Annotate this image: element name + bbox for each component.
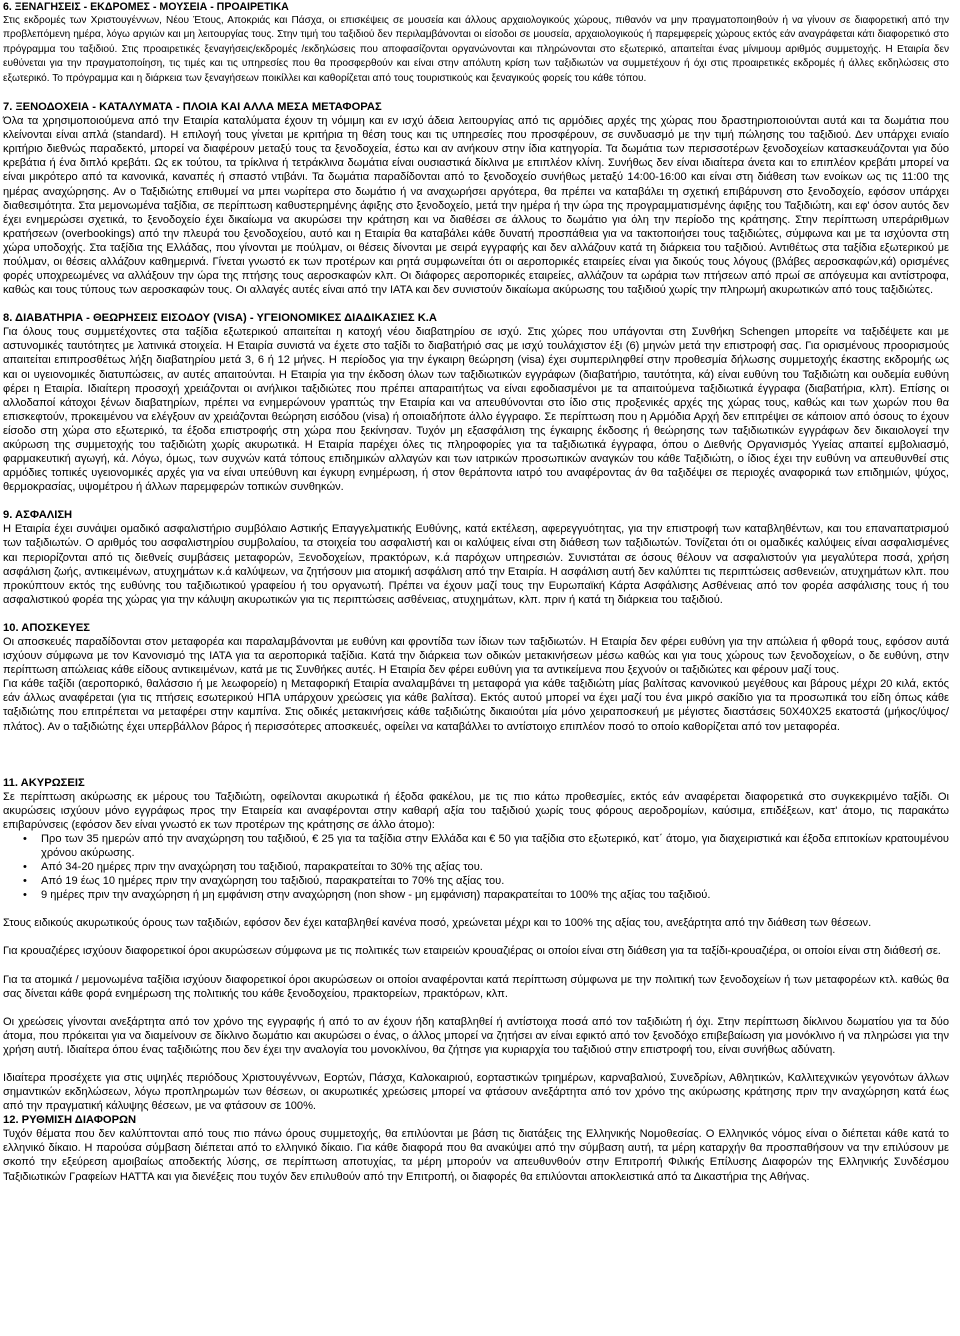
section-11-paragraph: Για κρουαζιέρες ισχύουν διαφορετικοί όροι ακυρώσεων σύμφωνα με τις πολιτικές των εταιρειών κρουαζιέρας οι οποίοι είναι στη διάθεση για τα ταξίδι-κρουαζιέρα, οι οποίοι είναι στη διάθεσή σε. [3,945,941,958]
list-item [23,832,949,860]
list-item-text: Από 19 έως 10 ημέρες πριν την αναχώρηση του ταξιδιού, παρακρατείται το 70% της αξίας του. [41,875,505,888]
section-9-heading: 9. ΑΣΦΑΛΙΣΗ [3,509,73,522]
cancellation-terms-list [3,832,949,902]
list-item [23,874,949,888]
list-item [23,860,949,874]
spacer [3,1057,949,1071]
spacer [3,734,949,776]
section-12-heading: 12. ΡΥΘΜΙΣΗ ΔΙΑΦΟΡΩΝ [3,1114,137,1127]
list-item-text: 9 ημέρες πριν την αναχώρηση ή μη εμφάνιση στην αναχώρηση (non show - μη εμφάνιση) παρακρατείται το 100% της αξίας του ταξιδιού. [41,889,711,902]
section-10-luggage [3,621,949,734]
spacer [3,959,949,973]
spacer [3,902,949,916]
section-12-paragraph: Τυχόν θέματα που δεν καλύπτονται από τους πιο πάνω όρους συμμετοχής, θα επιλύονται με βάση τις διατάξεις της Ελληνικής Νομοθεσίας. Ο Ελληνικός νόμος είναι ο διέπεται κάθε κατά το ελληνικό δίκαιο. Η παρούσα σύμβαση διέπεται από το ελληνικό δίκαιο. Για κάθε διαφορά που θα ανακύψει από την σύμβαση αυτή, τα μέρη καταρχήν θα προσπαθήσουν να την επιλύσουν με σκοπό την εξεύρεση αμοιβαίως αποδεκτής λύσης, σε περίπτωση αποτυχίας, τα μέρη μπορούν να απευθυνθούν στην Επιτροπή Φιλικής Επίλυσης Διαφορών της Ελληνικής Συνδέσμου Ταξιδιωτικών Γραφείων ΗΑΤΤΑ και για διενέξεις που τυχόν δεν επιλυθούν από την Επιτροπή, οι διαφορές θα επιλύονται αποκλειστικά από τα Δικαστήρια της Αθήνας. [3,1128,949,1183]
section-11-intro: Σε περίπτωση ακύρωσης εκ μέρους του Ταξιδιώτη, οφείλονται ακυρωτικά ή έξοδα φακέλου, με τις πιο κάτω προθεσμίες, εκτός εάν αναφέρεται διαφορετικά στο συγκεκριμένο ταξίδι. Οι ακυρώσεις ισχύουν μόνο εγγράφως προς την Εταιρεία και αναφέρονται στην καθαρή αξία του ταξιδιού χωρίς τους φόρους αεροδρομίων, καύσιμα, επιδέξεων, κατ' άτομο, τις παρακάτω επιβαρύνσεις (εφόσον δεν είναι γνωστό εκ των προτέρων της κράτησης σε άλλο άτομο): [3,790,949,831]
section-11-paragraph: Οι χρεώσεις γίνονται ανεξάρτητα από τον χρόνο της εγγραφής ή από το αν έχουν ήδη καταβληθεί ή αντίστοιχα ποσά από τον ταξιδιώτη ή όχι. Στην περίπτωση δίκλινου δωματίου για τα δύο άτομα, που πρόκειται για να διαμείνουν σε δίκλινο δωμάτιο και ακυρώσει ο ένας, ο άλλος μπορεί να ζητήσει αν είναι εφικτό από τον ξενοδόχο επιβεβαίωση για μονόκλινο ή να πληρώσει για την χρήση αυτή. Ιδιαίτερα όπου ένας ταξιδιώτης που δεν έχει την αναλογία του μονοκλίνου, θα ζήτησε για κυριαρχία του ταξιδιού στην επιστροφή του, είναι συνήθως αδύνατη. [3,1015,949,1056]
section-6-guided-tours [3,0,949,86]
spacer [3,297,949,311]
spacer [3,86,949,100]
section-12-disputes [3,1113,949,1183]
section-8-passports [3,311,949,494]
section-9-paragraph: Η Εταιρία έχει συνάψει ομαδικό ασφαλιστήριο συμβόλαιο Αστικής Επαγγελματικής Ευθύνης, κατά εκτέλεση, αφερεγγυότητας, για την επιστροφή των καταβληθέντων, και του επαναπατρισμού των ταξιδιωτών. Ο αριθμός του ασφαλιστηρίου συμβολαίου, τα στοιχεία του ασφαλιστή και οι καλύψεις είναι στη διάθεση των ταξιδιωτών. Τονίζεται ότι οι ομαδικές καλύψεις είναι ασφαλισμένες και περιορίζονται από τις διεθνείς συμβάσεις μεταφορών, Ξενοδοχείων, πρακτόρων, κ.ά παρόχων υπηρεσιών. Συνιστάται σε όσους θέλουν να ασφαλιστούν για μεγαλύτερα ποσά, χρήση ασφάλιση ζωής, αντικειμένων, ατυχημάτων κ.ά καλύψεων, να ζητήσουν μια ατομική ασφάλιση από την Εταιρία. Η ασφάλιση αυτή δεν καλύπτει τις περιπτώσεις ασθενειών, ατυχημάτων κλπ. που προκύπτουν εκτός της ευθύνης του ταξιδιωτικού γραφείου ή του οργανωτή. Πρέπει να έχουν μαζί τους την Ευρωπαϊκή Κάρτα Ασφάλισης Ασθένειας από τον φορέα ασφάλισης τους ή του ασφαλιστικού φορέα της χώρας για την κάλυψη ακυρωτικών για τις περιπτώσεις ασθένειας, ατυχημάτων, κλπ. πριν ή κατά τη διάρκεια του ταξιδιού. [3,523,949,606]
section-9-insurance [3,508,949,607]
bullet-icon: • [23,832,27,845]
section-11-heading: 11. ΑΚΥΡΩΣΕΙΣ [3,776,85,789]
section-10-paragraph: Για κάθε ταξίδι (αεροπορικό, θαλάσσιο ή με λεωφορείο) η Μεταφορική Εταιρία αναλαμβάνει τη μεταφορά για κάθε ταξιδιώτη μίας βαλίτσας κανονικού μεγέθους και βάρους μέχρι 20 κιλά, εκτός εάν άλλως αναφέρεται (για τις πτήσεις εσωτερικού ΗΠΑ υπάρχουν χρεώσεις για κάθε βαλίτσα). Εκτός αυτού μπορεί να έχει μαζί του ένα μικρό σακίδιο για τα προσωπικά του είδη όπως κάθε ταξιδιώτης που επιτρέπεται να μεταφέρει στην καμπίνα. Στις οδικές μετακινήσεις κάθε ταξιδιώτης δικαιούται μία μόνο χειραποσκευή με μέγιστες διαστάσεις 50Χ40Χ25 εκατοστά (μήκος/ύψος/πλάτος). Αν ο ταξιδιώτης έχει υπερβάλλον βάρος ή περισσότερες αποσκευές, οφείλει να καταβάλλει το αντίστοιχο επιπλέον ποσό το οποίο καθορίζεται από τον μεταφορέα. [3,678,949,733]
section-8-heading: 8. ΔΙΑΒΑΤΗΡΙΑ - ΘΕΩΡΗΣΕΙΣ ΕΙΣΟΔΟΥ (VISA) - ΥΓΕΙΟΝΟΜΙΚΕΣ ΔΙΑΔΙΚΑΣΙΕΣ Κ.Α [3,312,437,325]
section-6-heading: 6. ΞΕΝΑΓΗΣΕΙΣ - ΕΚΔΡΟΜΕΣ - ΜΟΥΣΕΙΑ - ΠΡΟΑΙΡΕΤΙΚΑ [3,1,289,13]
bullet-icon: • [23,875,27,888]
list-item-text: Προ των 35 ημερών από την αναχώρηση του ταξιδιού, € 25 για τα ταξίδια στην Ελλάδα και € 50 για ταξίδια στο εξωτερικό, κατ΄ άτομο, για διαχειριστικά και έξοδα επιτοκίων κρατουμένου χρόνου ακύρωσης. [41,832,949,859]
section-10-heading: 10. ΑΠΟΣΚΕΥΕΣ [3,621,90,634]
section-11-paragraph: Στους ειδικούς ακυρωτικούς όρους των ταξιδιών, εφόσον δεν έχει καταβληθεί κανένα ποσό, χρεώνεται μέχρι και το 100% της αξίας του, ανεξάρτητα από την διάθεση των θέσεων. [3,917,872,930]
spacer [3,494,949,508]
section-8-paragraph: Για όλους τους συμμετέχοντες στα ταξίδια εξωτερικού απαιτείται η κατοχή νέου διαβατηρίου σε ισχύ. Στις χώρες που υπάγονται στη Συνθήκη Schengen μπορείτε να ταξιδέψετε και με αστυνομικές ταυτότητες με λατινικά στοιχεία. Η Εταιρία συνιστά να έχετε στο ταξίδι το διαβατήριό σας με ισχύ τουλάχιστον έξι (6) μηνών μετά την επιστροφή σας. Για ορισμένους προορισμούς απαιτείται επιπροσθέτως λήξη διαβατηρίου μετά 3, 6 ή 12 μήνες. Η περίοδος για την έγκαιρη θεώρηση (visa) έχει συμπεριληφθεί στην προθεσμία δήλωσης συμμετοχής έκαστης εκδρομής ως και οι υγειονομικές διατυπώσεις, αν αυτές απαιτούνται. Η Εταιρία για την έκδοση όλων των ταξιδιωτικών εγγράφων (διαβατήριο, ταυτότητα, κά) είναι ευθύνη του Ταξιδιώτη και ουδεμία ευθύνη φέρει η Εταιρία. Ιδιαίτερη προσοχή χρειάζονται οι ανήλικοι ταξιδιώτες που πρέπει απαραιτήτως να είναι εφοδιασμένοι με τα απαιτούμενα ταξιδιωτικά έγγραφα (διαβατήρια, κλπ). Επίσης οι αλλοδαποί κάτοχοι ξένων διαβατηρίων, πρέπει να ενημερώνουν γραπτώς την Εταιρία και να απευθύνονται στο ίδιο στις προξενικές αρχές της χώρας τους, καθώς και των χωρών που θα επισκεφτούν, προκειμένου να ελέγξουν αν χρειάζονται θεώρηση εισόδου (visa) ή οποιαδήποτε άλλο έγγραφο. Σε περίπτωση που η Αρμόδια Αρχή δεν επιτρέψει σε κάποιον από όσους το έχουν είσοδο στη χώρα στο εξωτερικό, τα έξοδα επιστροφής στη χώρα που ξεκίνησαν. Τυχόν μη εξασφάλιση της έγκαιρης έκδοσης ή θεώρησης των ταξιδιωτικών εγγράφων δεν δικαιολογεί την ακύρωση της συμμετοχής του ταξιδιώτη χωρίς ακυρωτικά. Η Εταιρία παρέχει όλες τις πληροφορίες για τα ταξιδιωτικά έγγραφα, όπου ο Διεθνής Οργανισμός Υγείας απαιτεί εμβολιασμό, φαρμακευτική αγωγή, κά. Λόγω, όμως, των συχνών κατά τόπους επιδημικών αλλαγών και των ιατρικών προσωπικών αναγκών του κάθε Ταξιδιώτη, ο ίδιος έχει την ευθύνη να απευθυνθεί στις αρμόδιες τοπικές υγειονομικές αρχές για να είναι υπεύθυνη και έγκυρη ενημέρωση, ή στον θεράποντα ιατρό του αναφέροντας άν θα ταξιδέψει σε περιοχές αναφορικά των επιδημιών, ψύχος, θερμοκρασίας, υψομέτρου ή άλλων παρεμφερών τοπικών συνθηκών. [3,326,949,494]
section-10-paragraph: Οι αποσκευές παραδίδονται στον μεταφορέα και παραλαμβάνονται με ευθύνη και φροντίδα των ίδιων των ταξιδιωτών. Η Εταιρία δεν φέρει ευθύνη για την απώλεια ή φθορά τους, εφόσον αυτά ισχύουν σύμφωνα με τον Κανονισμό της ΙΑΤΑ για τα αεροπορικά ταξίδια. Κατά την διάρκεια των οδικών μετακινήσεων μέσω καθώς και για τους χώρους των ξενοδοχείων, ο δε ευθύνη, στην περίπτωση απώλειας κάθε είδους αντικειμένων, κατά με τις Συνθήκες αυτές. Η Εταιρία δεν φέρει ευθύνη για τα αντικείμενα που ξεχνούν οι ταξιδιώτες και φέρουν μαζί τους. [3,635,949,677]
section-7-paragraph: Όλα τα χρησιμοποιούμενα από την Εταιρία καταλύματα έχουν τη νόμιμη και εν ισχύ άδεια λειτουργίας από τις αρμόδιες αρχές της χώρας που δραστηριοποιούνται αυτά και τα δωμάτια που κλείνονται είναι απλά (standard). Η επιλογή τους γίνεται με κριτήρια τη θέση τους και τις υπηρεσίες που προσφέρουν, σε συνδυασμό με την τιμή πώλησης του ταξιδιού. Δεν υπάρχει ενιαίο κριτήριο διεθνώς παραδεκτό, μπορεί να διαφέρουν μεταξύ τους τα ξενοδοχεία, έστω και αν ανήκουν στην ίδια κατηγορία. Τα δωμάτια των περισσοτέρων ξενοδοχείων κατασκευάζονται για δύο κρεβάτια ή ένα διπλό κρεβάτι. Ως εκ τούτου, τα τρίκλινα ή τετράκλινα δωμάτια είναι ουσιαστικά δίκλινα με επιπλέον κλίνη. Συνήθως δεν είναι ιδιαίτερα άνετα και το επιπλέον κρεβάτι μπορεί να είναι μικρότερο από τα κανονικά, καναπές ή σπαστό ντιβάνι. Τα δωμάτια παραδίδονται από το ξενοδοχείο συνήθως μεταξύ 14:00-16:00 και είναι στη διάθεση των ενοίκων ως τις 11:00 της ημέρας αναχώρησης. Αν ο Ταξιδιώτης επιθυμεί να μπει νωρίτερα στο δωμάτιο ή να αναχωρήσει αργότερα, θα πρέπει να καταβάλει τη σχετική επιβάρυνση στο ξενοδοχείο, εφόσον υπάρχει διαθεσιμότητα. Στα μεμονωμένα ταξίδια, σε περίπτωση καθυστερημένης άφιξης στο ξενοδοχείο, μετά την ημέρα ή την ώρα της προγραμματισμένης άφιξης του Ταξιδιώτη, και εφ' όσον αυτός δεν έχει ενημερώσει σχετικά, το ξενοδοχείο έχει δικαίωμα να ακυρώσει την κράτηση και να διαθέσει σε άλλους το δωμάτιο για όλη την περίοδο της κράτησης. Στην περίπτωση υπεράριθμων κρατήσεων (overbookings) από την πλευρά του ξενοδοχείου, αυτό και η Εταιρία θα καταβάλει κάθε δυνατή προσπάθεια για να τακτοποιήσει τους ταξιδιώτες, σύμφωνα και με τα ισχύοντα στη χώρα υποδοχής. Στα ταξίδια της Ελλάδας, που γίνονται με πούλμαν, οι θέσεις δίνονται με σειρά εγγραφής και δεν αλλάζουν κατά τη διάρκεια του ταξιδιού. Αντιθέτως στα ταξίδια εξωτερικού με πούλμαν, οι θέσεις αλλάζουν καθημερινά. Γίνεται γνωστό εκ των προτέρων και ρητά συμφωνείται ότι οι αεροπορικές εταιρείες είναι για δικούς τους λόγους (βλάβες αεροσκαφών,κά) ορισμένες φορές υποχρεωμένες να αλλάξουν την ώρα της πτήσης τους αεροσκαφών κλπ. Οι διάφορες αεροπορικές εταιρείες, αλλάζουν τα ωράρια των πτήσεων από πρωί σε απόγευμα και αντίστροφα, καθώς και τους τύπους των αεροσκαφών τους. Οι αλλαγές αυτές είναι από την ΙΑΤΑ και δεν συνιστούν δικαίωμα ακύρωσης του ταξιδιού χωρίς την πληρωμή ακυρωτικών από τους ταξιδιώτες. [3,115,949,297]
spacer [3,930,949,944]
bullet-icon: • [23,889,27,902]
section-11-paragraph: Ιδιαίτερα προσέχετε για στις υψηλές περιόδους Χριστουγέννων, Εορτών, Πάσχα, Καλοκαιριού, εορταστικών τριημέρων, καρναβαλιού, Συνεδρίων, Αθλητικών, Καλλιτεχνικών γεγονότων άλλων σημαντικών εκδηλώσεων, λόγω προπληρωμών των θέσεων, οι ακυρωτικές χρεώσεις μπορεί να φτάσουν ανεξάρτητα από τον χρόνο της ακύρωσης κράτησης πριν την αναχώρηση κατά έως από την πραγματική κάλυψης θέσεων, με να φτάσουν σε 100%. [3,1072,949,1113]
section-7-heading: 7. ΞΕΝΟΔΟΧΕΙΑ - ΚΑΤΑΛΥΜΑΤΑ - ΠΛΟΙΑ ΚΑΙ ΑΛΛΑ ΜΕΣΑ ΜΕΤΑΦΟΡΑΣ [3,101,382,114]
bullet-icon: • [23,861,27,874]
spacer [3,1001,949,1015]
section-11-cancellations [3,776,949,1114]
section-7-hotels [3,100,949,297]
section-11-paragraph: Για τα ατομικά / μεμονωμένα ταξίδια ισχύουν διαφορετικοί όροι ακυρώσεων οι οποίοι αναφέρονται κατά περίπτωση σύμφωνα με την πολιτική των ξενοδοχείων ή των μεταφορέων κτλ. καθώς θα σας δίνεται κάθε φορά ενημέρωση της πολιτικής του κάθε ξενοδοχείου, πρακτορείων, πρακτόρων, κλπ. [3,973,949,1000]
list-item-text: Από 34-20 ημέρες πριν την αναχώρηση του ταξιδιού, παρακρατείται το 30% της αξίας του. [41,861,483,874]
list-item [23,888,949,902]
spacer [3,607,949,621]
section-6-paragraph: Στις εκδρομές των Χριστουγέννων, Νέου Έτους, Αποκριάς και Πάσχα, οι επισκέψεις σε μουσεία και άλλους αρχαιολογικούς χώρους, πιθανόν να μην πραγματοποιηθούν ή να γίνουν σε διαφορετική από την προβλεπόμενη ημέρα, λόγω αργιών και μη λειτουργίας τους. Στην τιμή του ταξιδιού δεν περιλαμβάνονται οι είσοδοι σε μουσεία, αρχαιολογικούς ή παρεμφερείς χώρους εκτός εάν αναγράφεται κάτι διαφορετικό στο πρόγραμμα του ταξιδιού. Στις προαιρετικές ξεναγήσεις/εκδρομές /εκδηλώσεις που αποφασίζονται οργανώνονται και πληρώνονται στο εξωτερικό, απαιτείται ένας μίνιμουμ αριθμός συμμετοχής. Η Εταιρία δεν ευθύνεται για την πραγματοποίηση, τις τιμές και τις υπηρεσίες που θα προσφερθούν και είναι στην απόλυτη κρίση των ταξιδιωτών να συμμετέχουν ή όχι στις προαιρετικές εκδρομές ή άλλες εκδηλώσεις στο εξωτερικό. Το πρόγραμμα και η διάρκεια των ξεναγήσεων ποικίλλει και καθορίζεται από τους τουριστικούς και ξεναγικούς φορείς του κάθε τόπου. [3,15,949,84]
